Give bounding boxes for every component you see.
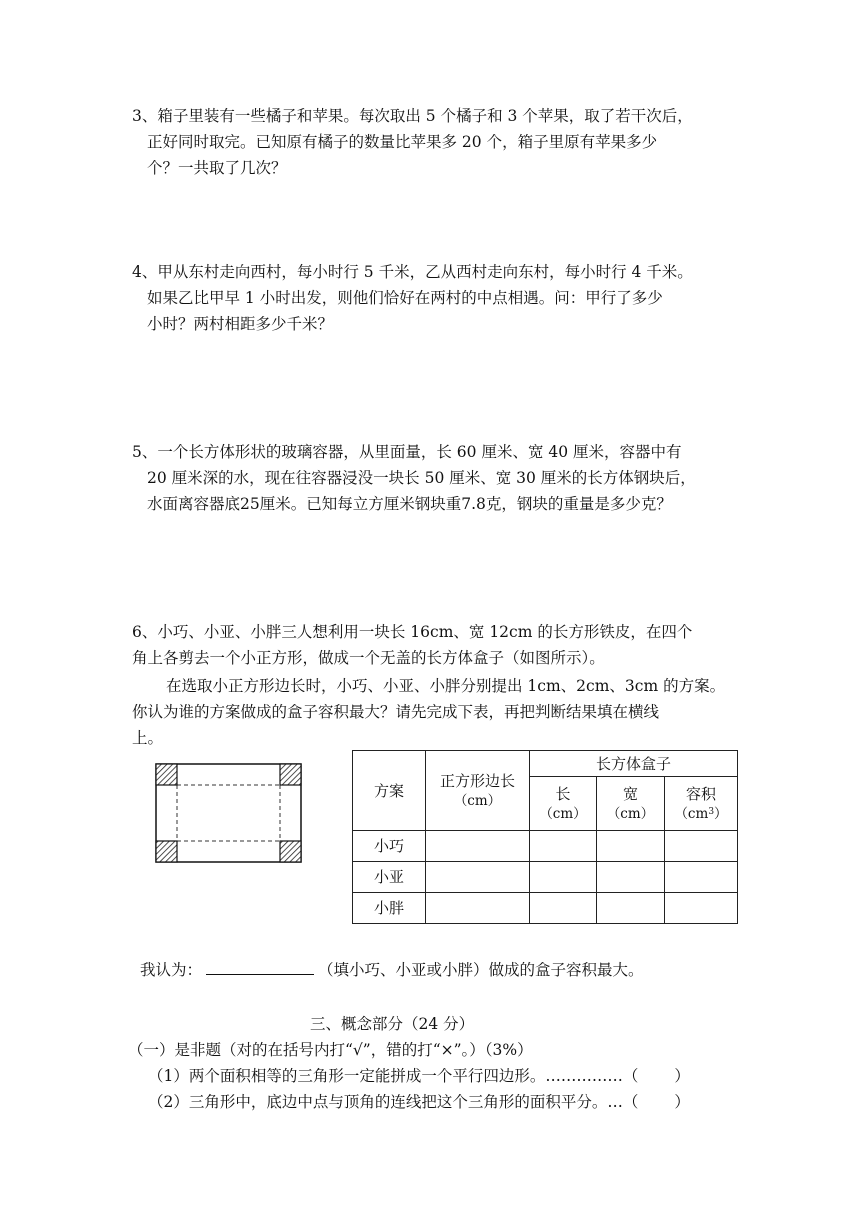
answer-cell[interactable] [530,862,597,893]
answer-cell[interactable] [426,893,530,924]
item-2-close: ） [674,1093,690,1111]
section-3-title: 三、概念部分（24 分） [310,1015,475,1033]
row-name: 小胖 [353,893,426,924]
corner-square-top-right [280,764,301,785]
item-1-text: （1）两个面积相等的三角形一定能拼成一个平行四边形。……………（ [148,1067,639,1085]
row-name: 小巧 [353,831,426,862]
header-width-label: 宽 [622,784,638,803]
header-side [426,751,530,831]
sheet-outline [156,764,301,862]
answer-cell[interactable] [530,831,597,862]
problem-4-line-3: 小时？两村相距多少千米？ [147,315,334,333]
header-width [597,777,665,831]
true-false-item-1 [148,1066,690,1086]
item-2-text: （2）三角形中，底边中点与顶角的连线把这个三角形的面积平分。…（ [148,1093,639,1111]
item-1-close: ） [674,1067,690,1085]
answer-blank[interactable] [206,960,314,975]
problem-6-line-3: 在选取小正方形边长时，小巧、小亚、小胖分别提出 1cm、2cm、3cm 的方案。 [166,677,726,695]
corner-square-bottom-right [280,841,301,862]
sheet-figure [150,758,310,868]
plan-table [352,750,738,924]
section-3-subtitle: （一）是非题（对的在括号内打“√”，错的打“×”。）（3%） [128,1041,533,1059]
corner-square-bottom-left [156,841,177,862]
header-volume-label: 容积 [685,784,716,803]
answer-cell[interactable] [665,862,738,893]
answer-prefix: 我认为： [140,961,203,979]
header-volume [665,777,738,831]
answer-cell[interactable] [665,893,738,924]
problem-6-line-1: 6、小巧、小亚、小胖三人想利用一块长 16cm、宽 12cm 的长方形铁皮，在四个 [132,623,693,641]
header-width-unit: （cm） [606,805,655,822]
problem-4-line-1: 4、甲从东村走向西村，每小时行 5 千米，乙从西村走向东村，每小时行 4 千米。 [132,263,693,281]
answer-cell[interactable] [426,831,530,862]
header-plan: 方案 [353,751,426,831]
answer-cell[interactable] [665,831,738,862]
table-row [353,862,738,893]
answer-cell[interactable] [426,862,530,893]
problem-3-line-1: 3、箱子里装有一些橘子和苹果。每次取出 5 个橘子和 3 个苹果，取了若干次后， [132,107,693,125]
header-length-unit: （cm） [539,805,587,822]
problem-5-line-1: 5、一个长方体形状的玻璃容器，从里面量，长 60 厘米、宽 40 厘米，容器中有 [132,443,682,461]
header-side-unit: （cm） [453,792,502,809]
problem-6-line-4: 你认为谁的方案做成的盒子容积最大？请先完成下表，再把判断结果填在横线 [132,703,660,721]
table-row [353,893,738,924]
problem-4-line-2: 如果乙比甲早 1 小时出发，则他们恰好在两村的中点相遇。问：甲行了多少 [147,289,663,307]
answer-suffix: （填小巧、小亚或小胖）做成的盒子容积最大。 [318,961,644,979]
header-side-label: 正方形边长 [439,771,515,790]
problem-6-line-5: 上。 [132,729,164,747]
header-length [530,777,597,831]
problem-3-line-2: 正好同时取完。已知原有橘子的数量比苹果多 20 个，箱子里原有苹果多少 [147,133,658,151]
header-length-label: 长 [555,784,571,803]
corner-square-top-left [156,764,177,785]
table-row [353,831,738,862]
answer-line [140,960,644,980]
row-name: 小亚 [353,862,426,893]
problem-5-line-2: 20 厘米深的水，现在往容器浸没一块长 50 厘米、宽 30 厘米的长方体钢块后， [147,469,696,487]
problem-6-line-2: 角上各剪去一个小正方形，做成一个无盖的长方体盒子（如图所示）。 [132,649,605,667]
answer-cell[interactable] [597,831,665,862]
problem-5-line-3: 水面离容器底25厘米。已知每立方厘米钢块重7.8克，钢块的重量是多少克？ [147,495,672,513]
header-box-group: 长方体盒子 [530,751,738,777]
header-volume-unit: $(cm^3)$ [674,805,728,822]
answer-cell[interactable] [597,893,665,924]
true-false-item-2 [148,1092,690,1112]
problem-3-line-3: 个？一共取了几次？ [147,159,287,177]
answer-cell[interactable] [597,862,665,893]
answer-cell[interactable] [530,893,597,924]
